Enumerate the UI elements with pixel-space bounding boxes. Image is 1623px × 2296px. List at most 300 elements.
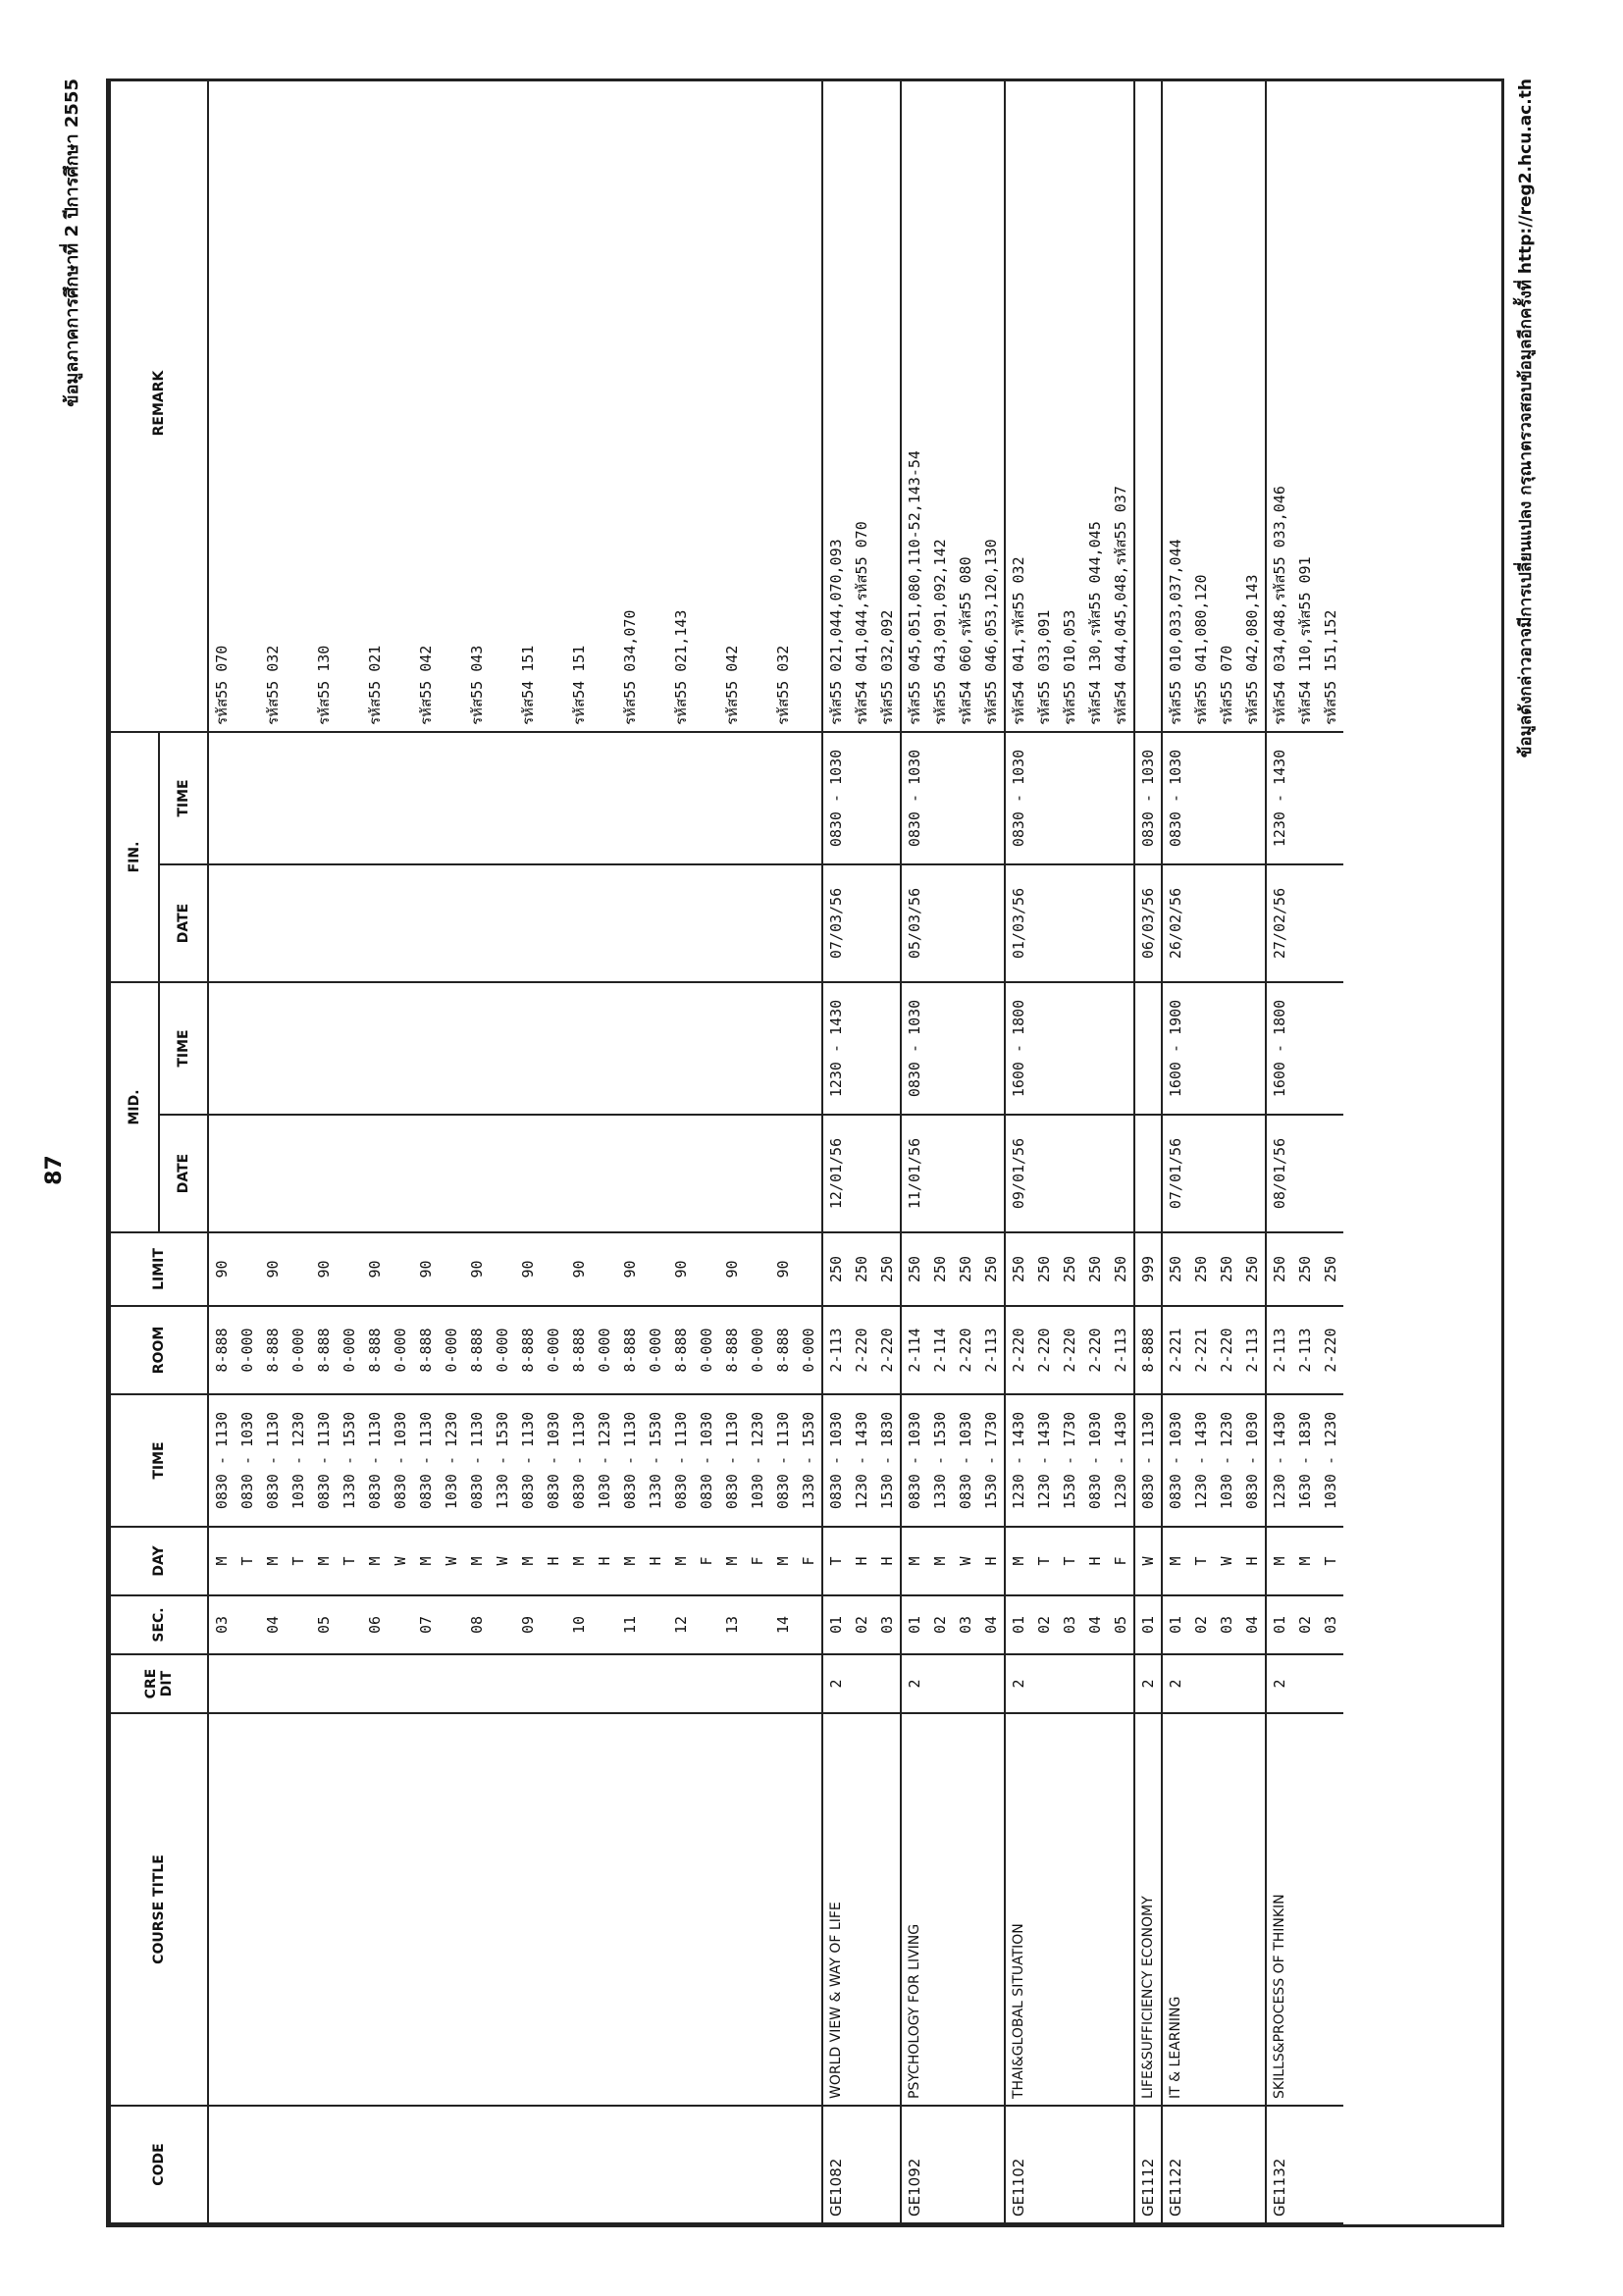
cell-mid-time — [668, 982, 694, 1115]
cell-sec: 05 — [1108, 1595, 1134, 1654]
cell-mid-date — [694, 1115, 719, 1232]
cell-code — [592, 2106, 617, 2223]
cell-mid-time — [260, 982, 286, 1115]
table-row — [643, 78, 668, 2223]
table-row — [1082, 78, 1108, 2223]
cell-fin-time — [490, 732, 515, 864]
cell-room: 0-000 — [694, 1306, 719, 1394]
cell-room: 2-113 — [978, 1306, 1005, 1394]
cell-day: W — [388, 1527, 413, 1595]
cell-day: F — [694, 1527, 719, 1595]
cell-fin-time — [719, 732, 745, 864]
cell-code — [1031, 2106, 1057, 2223]
footer-note: ข้อมูลดังกล่าวอาจมีการเปลี่ยนแปลง กรุณาตรวจสอบข้อมูลอีกครั้งที่ http://reg2.hcu.ac.th — [1516, 78, 1536, 758]
cell-room: 0-000 — [643, 1306, 668, 1394]
cell-mid-time — [235, 982, 260, 1115]
cell-mid-date — [566, 1115, 592, 1232]
cell-sec — [745, 1595, 770, 1654]
cell-fin-time — [337, 732, 362, 864]
cell-remark — [694, 78, 719, 732]
cell-fin-time — [874, 732, 901, 864]
cell-sec — [694, 1595, 719, 1654]
cell-mid-date — [1134, 1115, 1162, 1232]
cell-mid-date — [464, 1115, 490, 1232]
cell-limit — [541, 1232, 566, 1306]
cell-fin-time — [1318, 732, 1343, 864]
cell-sec: 06 — [362, 1595, 388, 1654]
cell-sec — [388, 1595, 413, 1654]
cell-mid-time — [515, 982, 541, 1115]
cell-day: M — [668, 1527, 694, 1595]
cell-mid-date: 08/01/56 — [1266, 1115, 1292, 1232]
cell-fin-time — [1188, 732, 1214, 864]
cell-code — [617, 2106, 643, 2223]
cell-mid-time — [286, 982, 311, 1115]
cell-fin-date — [1108, 864, 1134, 982]
cell-mid-date — [617, 1115, 643, 1232]
cell-remark: รหัส55 070 — [208, 78, 235, 732]
cell-code: GE1122 — [1162, 2106, 1188, 2223]
cell-credit — [694, 1654, 719, 1713]
cell-time: 0830 - 1130 — [208, 1394, 235, 1527]
table-row — [1031, 78, 1057, 2223]
cell-fin-time — [617, 732, 643, 864]
cell-room: 2-220 — [1057, 1306, 1082, 1394]
cell-credit — [874, 1654, 901, 1713]
cell-sec: 11 — [617, 1595, 643, 1654]
cell-day: T — [337, 1527, 362, 1595]
cell-limit: 90 — [260, 1232, 286, 1306]
cell-mid-time — [388, 982, 413, 1115]
cell-title — [208, 1713, 235, 2106]
cell-mid-time — [1082, 982, 1108, 1115]
cell-fin-date — [770, 864, 796, 982]
cell-day: M — [311, 1527, 337, 1595]
cell-limit: 250 — [874, 1232, 901, 1306]
cell-time: 0830 - 1130 — [464, 1394, 490, 1527]
cell-sec: 02 — [1188, 1595, 1214, 1654]
cell-limit: 999 — [1134, 1232, 1162, 1306]
cell-mid-date — [515, 1115, 541, 1232]
cell-room: 0-000 — [286, 1306, 311, 1394]
cell-room: 0-000 — [337, 1306, 362, 1394]
cell-mid-time — [1239, 982, 1266, 1115]
cell-mid-date — [235, 1115, 260, 1232]
cell-day: H — [592, 1527, 617, 1595]
cell-day: M — [260, 1527, 286, 1595]
cell-credit — [208, 1654, 235, 1713]
cell-fin-date: 27/02/56 — [1266, 864, 1292, 982]
cell-fin-date — [286, 864, 311, 982]
cell-remark — [490, 78, 515, 732]
cell-sec: 02 — [1292, 1595, 1318, 1654]
cell-mid-time — [208, 982, 235, 1115]
cell-fin-date — [337, 864, 362, 982]
cell-mid-date — [362, 1115, 388, 1232]
cell-fin-date — [1318, 864, 1343, 982]
cell-fin-time — [1031, 732, 1057, 864]
cell-mid-date — [1108, 1115, 1134, 1232]
cell-remark: รหัส54 151 — [515, 78, 541, 732]
cell-remark: รหัส55 046,053,120,130 — [978, 78, 1005, 732]
cell-fin-date — [978, 864, 1005, 982]
cell-room: 8-888 — [617, 1306, 643, 1394]
table-row — [668, 78, 694, 2223]
cell-mid-time — [362, 982, 388, 1115]
cell-sec — [490, 1595, 515, 1654]
cell-remark: รหัส55 010,053 — [1057, 78, 1082, 732]
cell-credit — [566, 1654, 592, 1713]
cell-mid-time — [719, 982, 745, 1115]
cell-sec: 01 — [1134, 1595, 1162, 1654]
cell-time: 1230 - 1430 — [1108, 1394, 1134, 1527]
cell-fin-time — [208, 732, 235, 864]
cell-mid-time — [541, 982, 566, 1115]
cell-code — [208, 2106, 235, 2223]
cell-time: 0830 - 1030 — [388, 1394, 413, 1527]
cell-remark: รหัส54 044,045,048,รหัส55 037 — [1108, 78, 1134, 732]
cell-day: M — [770, 1527, 796, 1595]
cell-credit — [464, 1654, 490, 1713]
cell-limit — [235, 1232, 260, 1306]
cell-time: 1630 - 1830 — [1292, 1394, 1318, 1527]
cell-code — [643, 2106, 668, 2223]
cell-credit: 2 — [1162, 1654, 1188, 1713]
cell-fin-date — [1082, 864, 1108, 982]
cell-title — [566, 1713, 592, 2106]
cell-time: 1030 - 1230 — [592, 1394, 617, 1527]
cell-time: 1230 - 1430 — [1005, 1394, 1031, 1527]
table-row — [1005, 78, 1031, 2223]
cell-fin-date — [849, 864, 874, 982]
cell-title: THAI&GLOBAL SITUATION — [1005, 1713, 1031, 2106]
cell-room: 2-113 — [1266, 1306, 1292, 1394]
cell-room: 0-000 — [796, 1306, 822, 1394]
cell-fin-date — [413, 864, 439, 982]
cell-fin-time — [592, 732, 617, 864]
cell-sec — [643, 1595, 668, 1654]
cell-mid-date — [1318, 1115, 1343, 1232]
cell-fin-date — [694, 864, 719, 982]
cell-sec: 03 — [208, 1595, 235, 1654]
table-row — [1266, 78, 1292, 2223]
cell-fin-time — [1214, 732, 1239, 864]
cell-fin-time: 0830 - 1030 — [822, 732, 849, 864]
cell-title — [388, 1713, 413, 2106]
cell-fin-date: 06/03/56 — [1134, 864, 1162, 982]
cell-remark: รหัส55 042 — [413, 78, 439, 732]
cell-fin-time: 0830 - 1030 — [1162, 732, 1188, 864]
cell-limit — [388, 1232, 413, 1306]
cell-time: 1330 - 1530 — [927, 1394, 953, 1527]
cell-code: GE1132 — [1266, 2106, 1292, 2223]
cell-room: 8-888 — [260, 1306, 286, 1394]
cell-credit: 2 — [822, 1654, 849, 1713]
cell-day: M — [901, 1527, 927, 1595]
cell-day: T — [822, 1527, 849, 1595]
cell-title — [668, 1713, 694, 2106]
cell-day: M — [719, 1527, 745, 1595]
cell-code — [953, 2106, 978, 2223]
cell-mid-time — [745, 982, 770, 1115]
cell-time: 0830 - 1130 — [260, 1394, 286, 1527]
cell-room: 8-888 — [719, 1306, 745, 1394]
cell-sec: 01 — [1266, 1595, 1292, 1654]
cell-code — [874, 2106, 901, 2223]
cell-mid-date: 11/01/56 — [901, 1115, 927, 1232]
cell-title — [1214, 1713, 1239, 2106]
cell-code — [362, 2106, 388, 2223]
cell-mid-time — [1318, 982, 1343, 1115]
cell-sec — [592, 1595, 617, 1654]
cell-remark: รหัส54 060,รหัส55 080 — [953, 78, 978, 732]
cell-remark: รหัส55 021,044,070,093 — [822, 78, 849, 732]
cell-limit: 250 — [1214, 1232, 1239, 1306]
cell-remark: รหัส55 042,080,143 — [1239, 78, 1266, 732]
cell-remark: รหัส55 032 — [770, 78, 796, 732]
cell-room: 2-113 — [1239, 1306, 1266, 1394]
cell-fin-date: 07/03/56 — [822, 864, 849, 982]
cell-fin-time — [362, 732, 388, 864]
col-fin-date: DATE — [159, 864, 208, 982]
cell-limit: 250 — [1239, 1232, 1266, 1306]
cell-fin-time: 1230 - 1430 — [1266, 732, 1292, 864]
cell-remark: รหัส54 151 — [566, 78, 592, 732]
cell-fin-date: 26/02/56 — [1162, 864, 1188, 982]
cell-remark: รหัส55 010,033,037,044 — [1162, 78, 1188, 732]
cell-fin-time — [953, 732, 978, 864]
cell-mid-time — [874, 982, 901, 1115]
table-row — [796, 78, 822, 2223]
cell-fin-time — [464, 732, 490, 864]
cell-limit: 90 — [311, 1232, 337, 1306]
cell-time: 0830 - 1130 — [311, 1394, 337, 1527]
cell-remark: รหัส55 032,092 — [874, 78, 901, 732]
cell-fin-date — [566, 864, 592, 982]
cell-code — [439, 2106, 464, 2223]
cell-sec: 08 — [464, 1595, 490, 1654]
cell-limit — [592, 1232, 617, 1306]
cell-remark — [541, 78, 566, 732]
cell-mid-time — [1214, 982, 1239, 1115]
cell-title — [1057, 1713, 1082, 2106]
cell-limit: 90 — [566, 1232, 592, 1306]
cell-limit: 90 — [208, 1232, 235, 1306]
table-row — [978, 78, 1005, 2223]
table-row — [1108, 78, 1134, 2223]
cell-time: 1030 - 1230 — [286, 1394, 311, 1527]
cell-title — [1082, 1713, 1108, 2106]
cell-fin-time — [286, 732, 311, 864]
cell-room: 2-114 — [901, 1306, 927, 1394]
cell-credit — [235, 1654, 260, 1713]
cell-title — [1031, 1713, 1057, 2106]
table-row — [235, 78, 260, 2223]
table-row — [927, 78, 953, 2223]
cell-time: 0830 - 1130 — [566, 1394, 592, 1527]
cell-title — [1292, 1713, 1318, 2106]
cell-fin-time — [849, 732, 874, 864]
cell-credit — [1082, 1654, 1108, 1713]
cell-fin-time — [668, 732, 694, 864]
cell-mid-time — [643, 982, 668, 1115]
cell-mid-time — [796, 982, 822, 1115]
cell-sec: 14 — [770, 1595, 796, 1654]
cell-fin-time: 0830 - 1030 — [901, 732, 927, 864]
col-day: DAY — [110, 1527, 208, 1595]
schedule-table — [109, 78, 1343, 2224]
cell-mid-date — [541, 1115, 566, 1232]
cell-fin-time: 0830 - 1030 — [1005, 732, 1031, 864]
cell-code: GE1112 — [1134, 2106, 1162, 2223]
cell-fin-time — [235, 732, 260, 864]
cell-limit: 250 — [927, 1232, 953, 1306]
col-code: CODE — [110, 2106, 208, 2223]
cell-mid-time — [337, 982, 362, 1115]
table-row — [1188, 78, 1214, 2223]
cell-limit: 250 — [1266, 1232, 1292, 1306]
cell-remark: รหัส55 034,070 — [617, 78, 643, 732]
cell-mid-date — [337, 1115, 362, 1232]
cell-remark: รหัส54 130,รหัส55 044,045 — [1082, 78, 1108, 732]
table-row — [1292, 78, 1318, 2223]
cell-credit — [927, 1654, 953, 1713]
cell-limit: 250 — [1082, 1232, 1108, 1306]
cell-credit — [668, 1654, 694, 1713]
cell-code — [719, 2106, 745, 2223]
cell-time: 1530 - 1730 — [978, 1394, 1005, 1527]
cell-fin-date — [643, 864, 668, 982]
col-remark: REMARK — [110, 78, 208, 732]
cell-fin-date — [874, 864, 901, 982]
table-row — [413, 78, 439, 2223]
cell-code — [745, 2106, 770, 2223]
cell-time: 0830 - 1030 — [953, 1394, 978, 1527]
cell-code — [337, 2106, 362, 2223]
cell-remark: รหัส55 042 — [719, 78, 745, 732]
cell-sec: 03 — [953, 1595, 978, 1654]
cell-time: 1530 - 1830 — [874, 1394, 901, 1527]
cell-title — [1239, 1713, 1266, 2106]
cell-title — [617, 1713, 643, 2106]
col-limit: LIMIT — [110, 1232, 208, 1306]
table-row — [1057, 78, 1082, 2223]
cell-remark: รหัส55 043 — [464, 78, 490, 732]
cell-limit: 90 — [362, 1232, 388, 1306]
cell-room: 8-888 — [770, 1306, 796, 1394]
cell-title — [464, 1713, 490, 2106]
cell-room: 0-000 — [439, 1306, 464, 1394]
cell-credit — [490, 1654, 515, 1713]
cell-room: 8-888 — [208, 1306, 235, 1394]
cell-time: 1330 - 1530 — [643, 1394, 668, 1527]
cell-sec — [796, 1595, 822, 1654]
cell-fin-date: 01/03/56 — [1005, 864, 1031, 982]
cell-day: T — [1318, 1527, 1343, 1595]
table-row — [311, 78, 337, 2223]
table-row — [208, 78, 235, 2223]
cell-mid-date — [1214, 1115, 1239, 1232]
cell-code — [1108, 2106, 1134, 2223]
cell-limit: 250 — [822, 1232, 849, 1306]
semester-header: ข้อมูลภาคการศึกษาที่ 2 ปีการศึกษา 2555 — [62, 78, 82, 407]
cell-day: F — [745, 1527, 770, 1595]
cell-fin-time — [927, 732, 953, 864]
cell-title — [235, 1713, 260, 2106]
cell-fin-time — [1292, 732, 1318, 864]
cell-title — [362, 1713, 388, 2106]
cell-code — [849, 2106, 874, 2223]
cell-time: 0830 - 1130 — [668, 1394, 694, 1527]
cell-sec: 10 — [566, 1595, 592, 1654]
cell-room: 0-000 — [490, 1306, 515, 1394]
table-row — [874, 78, 901, 2223]
cell-sec: 03 — [1318, 1595, 1343, 1654]
cell-fin-date — [208, 864, 235, 982]
cell-fin-date — [311, 864, 337, 982]
col-course-title: COURSE TITLE — [110, 1713, 208, 2106]
cell-day: M — [1266, 1527, 1292, 1595]
cell-limit: 90 — [668, 1232, 694, 1306]
cell-remark: รหัส55 041,080,120 — [1188, 78, 1214, 732]
cell-mid-date — [260, 1115, 286, 1232]
cell-title — [311, 1713, 337, 2106]
cell-room: 8-888 — [566, 1306, 592, 1394]
cell-sec — [541, 1595, 566, 1654]
cell-mid-date — [719, 1115, 745, 1232]
cell-limit — [286, 1232, 311, 1306]
cell-credit — [413, 1654, 439, 1713]
cell-title — [1188, 1713, 1214, 2106]
cell-day: M — [464, 1527, 490, 1595]
cell-limit: 90 — [413, 1232, 439, 1306]
cell-credit: 2 — [1134, 1654, 1162, 1713]
cell-day: T — [1188, 1527, 1214, 1595]
cell-limit — [694, 1232, 719, 1306]
table-row — [260, 78, 286, 2223]
cell-sec: 01 — [901, 1595, 927, 1654]
cell-fin-date — [260, 864, 286, 982]
cell-day: H — [978, 1527, 1005, 1595]
cell-fin-date — [1214, 864, 1239, 982]
cell-fin-date — [1239, 864, 1266, 982]
cell-remark: รหัส55 021 — [362, 78, 388, 732]
cell-credit — [541, 1654, 566, 1713]
cell-mid-date — [1239, 1115, 1266, 1232]
cell-limit: 250 — [953, 1232, 978, 1306]
cell-title — [260, 1713, 286, 2106]
cell-room: 2-220 — [1318, 1306, 1343, 1394]
cell-day: M — [927, 1527, 953, 1595]
cell-title — [770, 1713, 796, 2106]
cell-credit — [592, 1654, 617, 1713]
cell-title — [796, 1713, 822, 2106]
cell-room: 2-113 — [1292, 1306, 1318, 1394]
cell-fin-date: 05/03/56 — [901, 864, 927, 982]
cell-mid-time — [464, 982, 490, 1115]
cell-day: M — [1162, 1527, 1188, 1595]
cell-title — [413, 1713, 439, 2106]
cell-mid-time — [1292, 982, 1318, 1115]
cell-sec: 03 — [1214, 1595, 1239, 1654]
cell-time: 1330 - 1530 — [337, 1394, 362, 1527]
cell-code — [413, 2106, 439, 2223]
cell-sec: 02 — [1031, 1595, 1057, 1654]
cell-limit: 90 — [464, 1232, 490, 1306]
cell-code: GE1092 — [901, 2106, 927, 2223]
cell-sec: 01 — [822, 1595, 849, 1654]
cell-fin-date — [745, 864, 770, 982]
